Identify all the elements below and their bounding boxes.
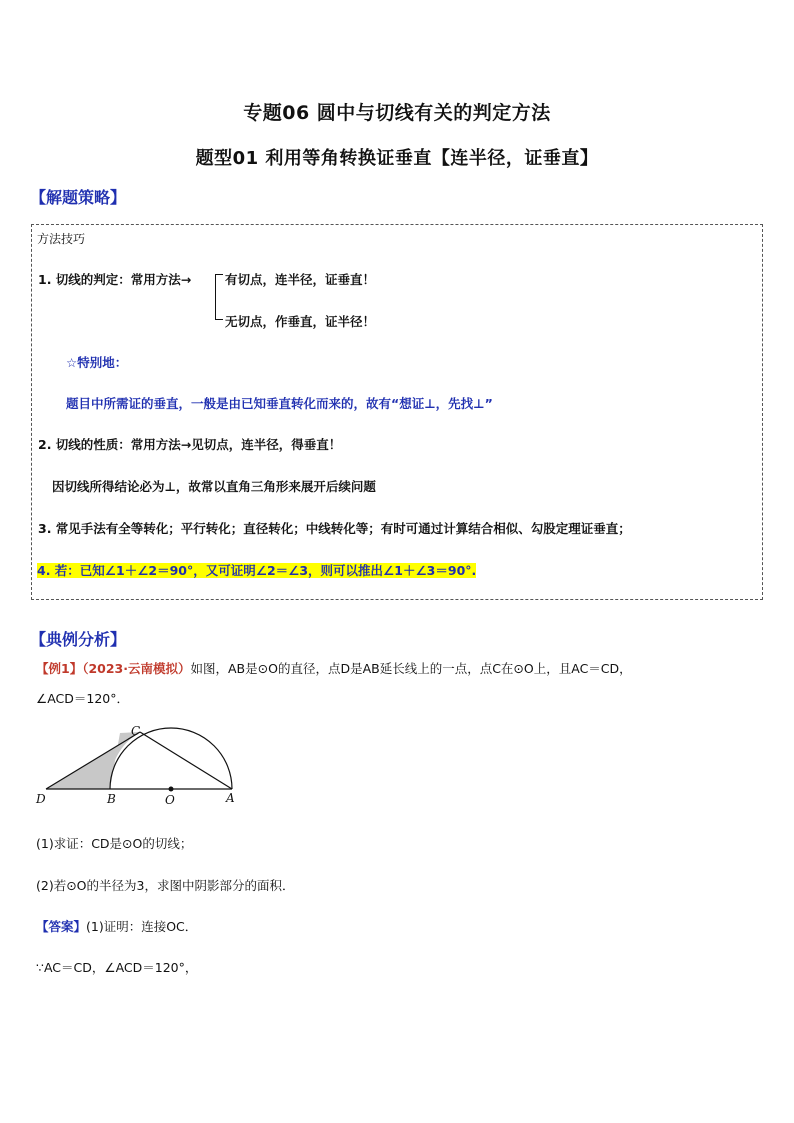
answer-label: 【答案】 xyxy=(36,919,87,934)
special-text: 题目中所需证的垂直，一般是由已知垂直转化而来的，故有“想证⊥，先找⊥” xyxy=(66,396,493,411)
example-line1 xyxy=(36,659,632,677)
item1-lead: 1. 切线的判定：常用方法→ xyxy=(38,272,192,287)
brace-top-arm xyxy=(215,274,223,275)
question-2: (2)若⊙O的半径为3，求图中阴影部分的面积． xyxy=(36,878,295,893)
label-C: C xyxy=(131,724,141,738)
center-point xyxy=(169,787,174,792)
label-B: B xyxy=(107,792,116,806)
example-line2: ∠ACD＝120°． xyxy=(36,691,129,706)
label-A: A xyxy=(226,791,235,805)
label-O: O xyxy=(165,793,175,807)
item4 xyxy=(37,561,476,579)
item2: 2. 切线的性质：常用方法→见切点，连半径，得垂直！ xyxy=(38,437,342,452)
answer-text: (1)证明：连接OC． xyxy=(86,919,198,934)
label-D: D xyxy=(36,792,46,806)
brace-bottom-arm xyxy=(215,319,223,320)
question-1: (1)求证：CD是⊙O的切线； xyxy=(36,836,193,851)
example-source: （2023·云南模拟） xyxy=(82,661,191,676)
item1-branch2: 无切点，作垂直，证半径！ xyxy=(225,314,376,329)
answer-line1 xyxy=(36,917,197,935)
answer-line2: ∵AC＝CD，∠ACD＝120°， xyxy=(36,960,198,975)
method-box-heading: 方法技巧 xyxy=(37,232,86,246)
item4-highlight: 4. 若：已知∠1＋∠2＝90°，又可证明∠2＝∠3，则可以推出∠1＋∠3＝90°. xyxy=(37,563,477,578)
page-subtitle: 题型01 利用等角转换证垂直【连半径，证垂直】 xyxy=(195,148,599,169)
item1-branch1: 有切点，连半径，证垂直！ xyxy=(225,272,376,287)
geometry-figure xyxy=(30,720,245,810)
segment-CA xyxy=(140,732,232,789)
item2-text: 因切线所得结论必为⊥，故常以直角三角形来展开后续问题 xyxy=(52,479,376,494)
example-text: 如图，AB是⊙O的直径，点D是AB延长线上的一点，点C在⊙O上，且AC＝CD， xyxy=(190,661,632,676)
example-heading: 【典例分析】 xyxy=(30,630,127,649)
item3: 3. 常见手法有全等转化；平行转化；直径转化；中线转化等；有时可通过计算结合相似、勾股定理证垂直； xyxy=(38,521,631,536)
example-label: 【例1】 xyxy=(36,661,83,676)
special-label: ☆特别地： xyxy=(66,355,128,370)
strategy-heading: 【解题策略】 xyxy=(30,188,127,207)
page-title: 专题06 圆中与切线有关的判定方法 xyxy=(243,102,551,124)
